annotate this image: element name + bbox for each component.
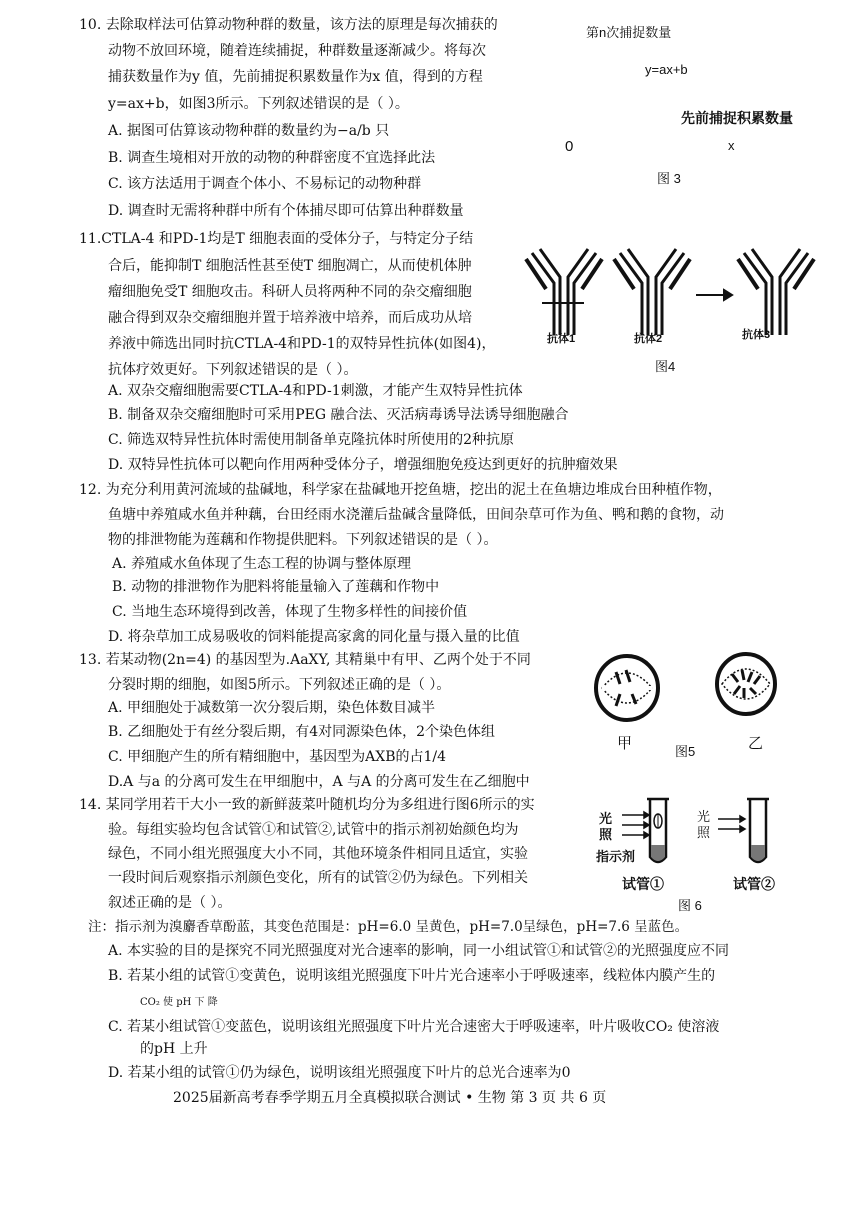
- fig3-ylabel: 第n次捕捉数量: [586, 25, 672, 40]
- q14-option-c-continued: 的pH 上升: [140, 1041, 208, 1057]
- q11-option-b: B. 制备双杂交瘤细胞时可采用PEG 融合法、灭活病毒诱导法诱导细胞融合: [108, 407, 569, 423]
- fig6-tube-2-label: 试管②: [733, 876, 775, 892]
- q10-option-b: B. 调查生境相对开放的动物的种群密度不宜选择此法: [108, 150, 436, 166]
- q13-line-1: 13. 若某动物(2n=4) 的基因型为.AaXY, 其精巢中有甲、乙两个处于不同: [79, 652, 531, 668]
- q11-line-3: 瘤细胞免受T 细胞攻击。科研人员将两种不同的杂交瘤细胞: [108, 284, 472, 300]
- fig6-light-label-1: 光: [599, 811, 613, 826]
- q14-option-b: B. 若某小组的试管①变黄色，说明该组光照强度下叶片光合速率小于呼吸速率，线粒体内膜产生的: [108, 968, 716, 984]
- fig3-xlabel: 先前捕捉积累数量: [681, 110, 793, 126]
- q13-option-d: D.A 与a 的分离可发生在甲细胞中，A 与A 的分离可发生在乙细胞中: [108, 774, 530, 790]
- q13-line-2: 分裂时期的细胞，如图5所示。下列叙述正确的是（ ）。: [108, 677, 451, 693]
- q14-option-c: C. 若某小组试管①变蓝色，说明该组光照强度下叶片光合速密大于呼吸速率，叶片吸收CO₂ 使溶液: [108, 1019, 720, 1035]
- fig6-tube-1-label: 试管①: [622, 876, 664, 892]
- q11-line-6: 抗体疗效更好。下列叙述错误的是（ ）。: [108, 362, 358, 378]
- q14-line-1: 14. 某同学用若干大小一致的新鲜菠菜叶随机均分为多组进行图6所示的实: [79, 797, 535, 813]
- antibody-2-shape: [614, 249, 690, 335]
- fig4-antibody-2-label: 抗体2: [634, 333, 663, 345]
- q10-option-c: C. 该方法适用于调查个体小、不易标记的动物种群: [108, 176, 422, 192]
- fig3-graph: [570, 0, 770, 140]
- q13-option-c: C. 甲细胞产生的所有精细胞中，基因型为AXB的占1/4: [108, 749, 447, 765]
- page-footer: 2025届新高考春季学期五月全真模拟联合测试 • 生物 第 3 页 共 6 页: [173, 1090, 607, 1106]
- light-arrows-2-icon: [718, 816, 745, 832]
- fig3-equation: y=ax+b: [645, 62, 688, 77]
- q10-line-1: 10. 去除取样法可估算动物种群的数量，该方法的原理是每次捕获的: [79, 17, 498, 33]
- q13-option-a: A. 甲细胞处于减数第一次分裂后期，染色体数目减半: [108, 700, 436, 716]
- fig5-cells: [590, 648, 790, 738]
- q12-line-3: 物的排泄物能为莲藕和作物提供肥料。下列叙述错误的是（ ）。: [108, 532, 498, 548]
- q11-line-2: 合后，能抑制T 细胞活性甚至使T 细胞凋亡，从而使机体肿: [108, 258, 472, 274]
- fig5-caption: 图5: [675, 744, 696, 759]
- cell-jia-shape: [596, 656, 658, 720]
- fig6-caption: 图 6: [678, 898, 702, 913]
- q12-line-2: 鱼塘中养殖咸水鱼并种藕，台田经雨水浇灌后盐碱含量降低，田间杂草可作为鱼、鸭和鹅的食物，动: [108, 507, 724, 523]
- q10-line-2: 动物不放回环境，随着连续捕捉，种群数量逐渐减少。将每次: [108, 43, 486, 59]
- q12-option-b: B. 动物的排泄物作为肥料将能量输入了莲藕和作物中: [112, 579, 440, 595]
- q14-line-5: 叙述正确的是（ ）。: [108, 895, 232, 911]
- q14-note: 注：指示剂为溴麝香草酚蓝，其变色范围是：pH=6.0 呈黄色，pH=7.0呈绿色，pH=7.6 呈蓝色。: [88, 919, 689, 935]
- fig6-light-label-4: 照: [697, 825, 711, 840]
- fig6-indicator-label: 指示剂: [596, 849, 636, 864]
- fig4-caption: 图4: [655, 359, 676, 374]
- antibody-3-shape: [738, 249, 814, 335]
- fig6-light-label-3: 光: [697, 809, 711, 824]
- q14-line-3: 绿色，不同小组光照强度大小不同，其他环境条件相同且适宜，实验: [108, 846, 528, 862]
- q10-option-a: A. 据图可估算该动物种群的数量约为−a/b 只: [108, 123, 390, 139]
- q13-option-b: B. 乙细胞处于有丝分裂后期，有4对同源染色体，2个染色体组: [108, 724, 496, 740]
- q10-line-4: y=ax+b，如图3所示。下列叙述错误的是（ ）。: [108, 96, 409, 112]
- fig3-origin: 0: [565, 138, 574, 155]
- q14-option-b-continued: CO₂ 使 pH 下 降: [140, 997, 218, 1008]
- fig5-cell-b-label: 乙: [748, 735, 764, 752]
- fig5-cell-a-label: 甲: [617, 735, 633, 752]
- arrow-icon: [696, 290, 732, 300]
- fig4-antibody-1-label: 抗体1: [547, 333, 576, 345]
- q12-option-c: C. 当地生态环境得到改善，体现了生物多样性的间接价值: [112, 604, 468, 620]
- q11-option-d: D. 双特异性抗体可以靶向作用两种受体分子，增强细胞免疫达到更好的抗肿瘤效果: [108, 457, 618, 473]
- q14-line-4: 一段时间后观察指示剂颜色变化，所有的试管②仍为绿色。下列相关: [108, 870, 528, 886]
- q12-option-a: A. 养殖咸水鱼体现了生态工程的协调与整体原理: [112, 556, 412, 572]
- q11-option-c: C. 筛选双特异性抗体时需使用制备单克隆抗体时所使用的2种抗原: [108, 432, 515, 448]
- q14-line-2: 验。每组实验均包含试管①和试管②,试管中的指示剂初始颜色均为: [108, 822, 519, 838]
- fig3-caption: 图 3: [657, 171, 681, 186]
- antibody-1-shape: [526, 249, 602, 335]
- q11-line-1: 11.CTLA-4 和PD-1均是T 细胞表面的受体分子，与特定分子结: [79, 231, 474, 247]
- q12-line-1: 12. 为充分利用黄河流域的盐碱地，科学家在盐碱地开挖鱼塘，挖出的泥土在鱼塘边堆成台田种植作物，: [79, 482, 722, 498]
- q11-line-4: 融合得到双杂交瘤细胞并置于培养液中培养，而后成功从培: [108, 310, 472, 326]
- q11-option-a: A. 双杂交瘤细胞需要CTLA-4和PD-1刺激，才能产生双特异性抗体: [108, 383, 523, 399]
- test-tube-1-shape: [647, 799, 669, 862]
- fig6-light-label-2: 照: [599, 827, 613, 842]
- q14-option-d: D. 若某小组的试管①仍为绿色，说明该组光照强度下叶片的总光合速率为0: [108, 1065, 571, 1081]
- test-tube-2-shape: [747, 799, 769, 862]
- q11-line-5: 养液中筛选出同时抗CTLA-4和PD-1的双特异性抗体(如图4)，: [108, 336, 496, 352]
- q12-option-d: D. 将杂草加工成易吸收的饲料能提高家禽的同化量与摄入量的比值: [108, 629, 520, 645]
- q10-option-d: D. 调查时无需将种群中所有个体捕尽即可估算出种群数量: [108, 203, 464, 219]
- q14-option-a: A. 本实验的目的是探究不同光照强度对光合速率的影响，同一小组试管①和试管②的光照强度应不同: [108, 943, 730, 959]
- fig4-antibody-3-label: 抗体3: [742, 329, 771, 341]
- q10-line-3: 捕获数量作为y 值，先前捕捉积累数量作为x 值，得到的方程: [108, 69, 483, 85]
- fig3-xvar: x: [728, 138, 735, 153]
- cell-yi-shape: [717, 654, 775, 714]
- light-arrows-1-icon: [622, 812, 649, 838]
